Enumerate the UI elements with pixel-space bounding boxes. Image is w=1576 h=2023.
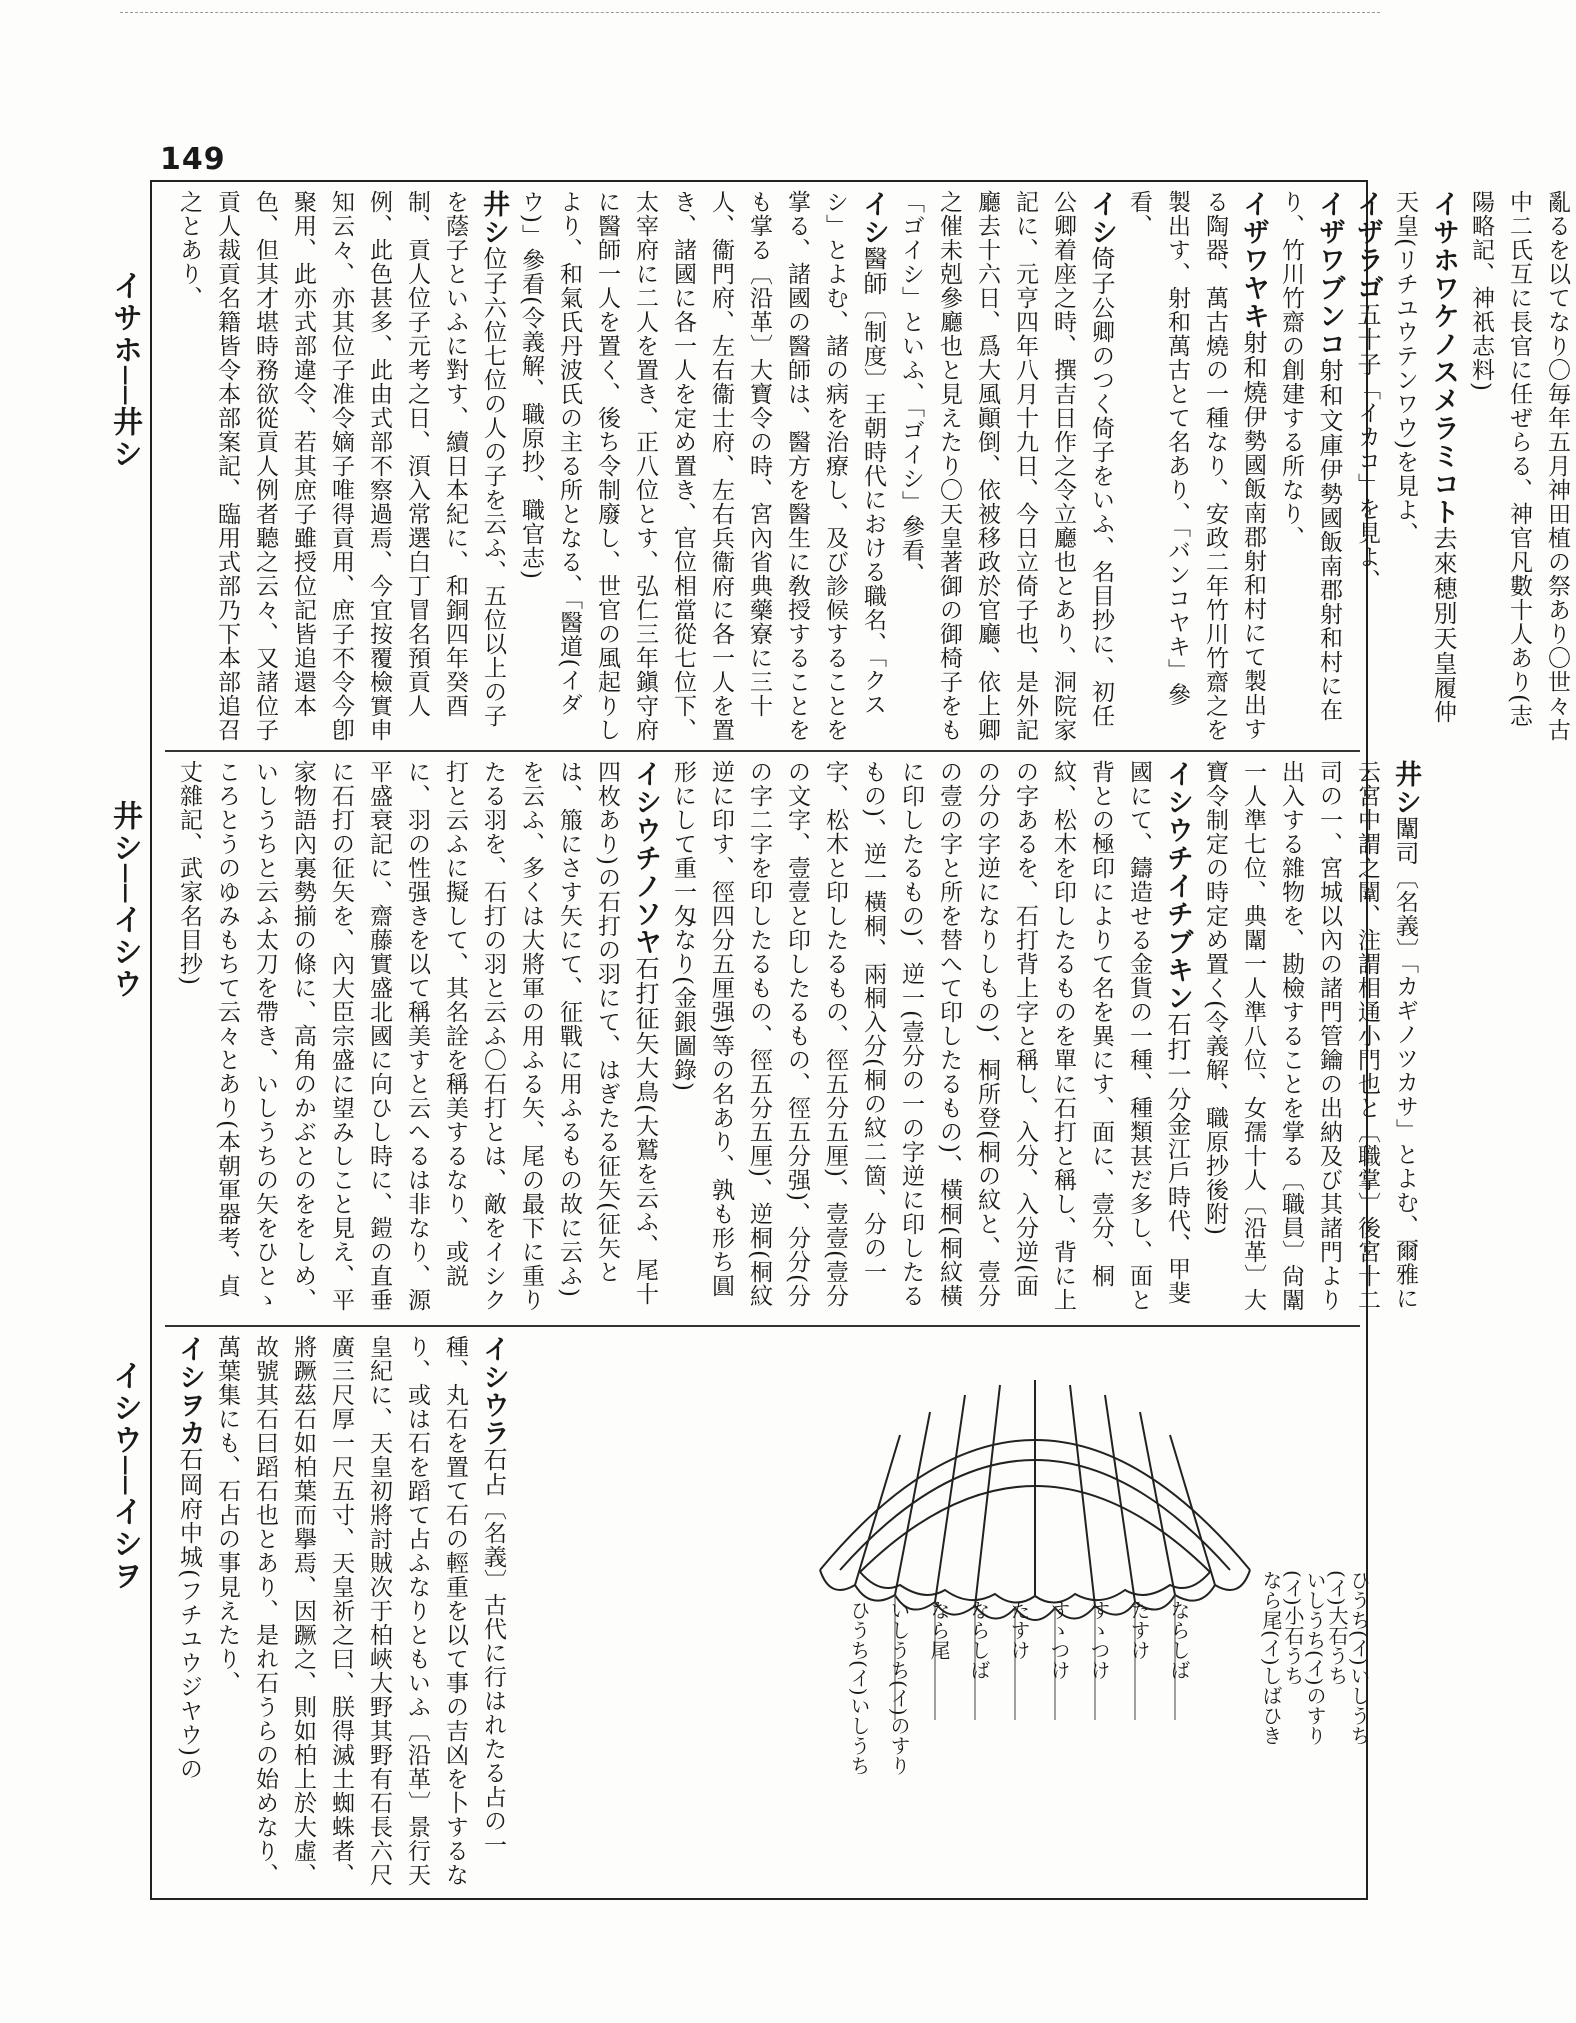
section-middle-text <box>170 760 1424 1320</box>
running-head-middle: 井シ──イシウ <box>107 800 142 1001</box>
entry-wishi-gate: 井シ闈司〔名義〕「カギノツカサ」とよむ、爾雅に云宮中謂之闈、注謂相通小門也と〔職掌〕後宮十二司の一、宮城以內の諸門管鑰の出納及び其諸門より出入する雜物を、勘檢することを掌る〔職員〕尙闈一人準七位、典闈一人準八位、女孺十人〔沿革〕大寶令制定の時定め置く(令義解、職原抄後附) <box>1202 760 1421 1312</box>
entry-ishi-chair: イシ倚子公卿のつく倚子をいふ、名目抄に、初任公卿着座之時、撰吉日作之令立廳也とあり、洞院家記に、元亨四年八月十九日、今日立倚子也、是外記廳去十六日、爲大風顚倒、依被移政於官廳、依上卿之催未剋參廳也と見えたり〇天皇著御の御椅子をも「ゴイシ」といふ、「ゴイシ」參看、 <box>898 190 1117 742</box>
entry-izahowake: イサホワケノスメラミコト去來穂別天皇履仲天皇(リチユウテンワウ)を見よ、 <box>1392 190 1459 724</box>
section-top <box>170 190 1570 745</box>
section-bottom <box>170 1335 790 1890</box>
running-head-top: イサホ──井シ <box>107 270 142 471</box>
entry-izarago: イザラゴ五十子「イカコ」を見よ、 <box>1352 190 1383 593</box>
entry-izawayaki: イザワヤキ射和燒伊勢國飯南郡射和村にて製出する陶器、萬古燒の一種なり、安政二年竹川竹齋之を製出す、射和萬古とて名あり、「バンコヤキ」參看、 <box>1126 190 1269 742</box>
feather-label-8: すゝつけ <box>1087 1600 1111 1680</box>
page-number: 149 <box>160 142 226 177</box>
feather-label-9: すゝつけ <box>1047 1600 1071 1680</box>
entry-ishiuchi-ichibukin: イシウチイチブキン石打一分金江戶時代、甲斐國にて、鑄造せる金貨の一種、種類甚だ多し、面と背との極印によりて名を異にす、面に、壹分、桐紋、松木を印したるものを單に石打と稱し、背に上の字あるを、石打背上字と稱し、入分、入分逆(面の分の字逆になりしもの)、桐所登(桐の紋と、壹分の壹の字と所を替へて印したるもの)、橫桐(桐紋橫に印したるもの)、逆一(壹分の一の字逆に印したるもの)、逆一橫桐、兩桐入分(桐の紋二箇、分の一字、松木と印したるもの、徑五分五厘)、壹壹(壹分の文字、壹壹と印したるもの、徑五分强)、分分(分の字二字を印したるもの、徑五分五厘)、逆桐(桐紋逆に印す、徑四分五厘强)等の名あり、孰も形ち圓形にして重一匁なり(金銀圖錄) <box>670 760 1193 1312</box>
running-head-bottom: イシウ──イシヲ <box>107 1360 142 1593</box>
feather-label-2: (イ)大石うち <box>1325 1570 1349 1686</box>
continuation-text: 亂るを以てなり〇毎年五月神田植の祭あり〇世々古中二氏互に長官に任ぜらる、神官凡數十人あり(志陽略記、神祇志料) <box>1468 190 1570 742</box>
entry-ishiuchi-soya: イシウチノソヤ石打征矢大鳥(大鷲を云ふ、尾十四枚あり)の石打の羽にて、はぎたる征矢(征矢とは、箙にさす矢にて、征戰に用ふるもの故に云ふ)を云ふ、多くは大將軍の用ふる矢、尾の最下に重りたる羽を、石打の羽と云ふ〇石打とは、敵をイシク打と云ふに擬して、其名詮を稱美するなり、或説に、羽の性强きを以て稱美すと云へるは非なり、源平盛衰記に、齋藤實盛北國に向ひし時に、鎧の直垂に石打の征矢を、內大臣宗盛に望みしこと見え、平家物語內裏勢揃の條に、高角のかぶとのををしめ、いしうちと云ふ太刀を帶き、いしうちの矢をひとゝころとうのゆみもちて云々とあり(本朝軍器考、貞丈雜記、武家名目抄) <box>176 760 661 1312</box>
feather-label-11: ならしば <box>967 1600 991 1680</box>
feather-label-4: (イ)小石うち <box>1281 1570 1305 1686</box>
feather-label-12: なら尾 <box>927 1600 951 1660</box>
feather-label-3: いしうち(イ)のすり <box>1303 1570 1327 1746</box>
section-divider-1 <box>165 750 1360 752</box>
feather-label-10: たすけ <box>1007 1600 1031 1660</box>
feather-label-1: ひうち(イ)いしうち <box>1347 1570 1371 1746</box>
feather-label-5: なら尾(イ)しばひき <box>1259 1570 1283 1746</box>
entry-ishi-physician: イシ醫師〔制度〕王朝時代における職名、「クスシ」とよむ、諸の病を治療し、及び診候することを掌る、諸國の醫師は、醫方を醫生に敎授することをも掌る〔沿革〕大寶令の時、宮內省典藥寮に三十人、衞門府、左右衞士府、左右兵衞府に各一人を置き、諸國に各一人を定め置き、官位相當從七位下、太宰府に二人を置き、正八位とす、弘仁三年鎭守府に醫師一人を置く、後ち令制廢し、世官の風起りしより、和氣氏丹波氏の主る所となる、「醫道(イダウ)」參看(令義解、職原抄、職官志) <box>518 190 889 742</box>
feather-label-6: ならしば <box>1167 1600 1191 1680</box>
section-divider-2 <box>165 1325 1360 1327</box>
section-top-text <box>170 190 1576 745</box>
entry-ishiura: イシウラ石占〔名義〕古代に行はれたる占の一種、丸石を置て石の輕重を以て事の吉凶を卜するなり、或は石を蹈て占ふなりともいふ〔沿革〕景行天皇紀に、天皇初將討賊次于柏峽大野其野有石長六尺廣三尺厚一尺五寸、天皇祈之曰、朕得滅土蜘蛛者、將蹶茲石如柏葉而擧焉、因蹶之、則如柏上於大虛、故號其石曰蹈石也とあり、是れ石うらの始めなり、萬葉集にも、石占の事見えたり、 <box>214 1335 509 1887</box>
top-rule <box>120 12 1380 13</box>
section-bottom-text <box>170 1335 512 1890</box>
feather-label-14: ひうち(イ)いしうち <box>847 1600 871 1776</box>
section-middle <box>170 760 1421 1320</box>
entry-izawabunko: イザワブンコ射和文庫伊勢國飯南郡射和村に在り、竹川竹齋の創建する所なり、 <box>1278 190 1345 722</box>
feather-label-7: たすけ <box>1127 1600 1151 1660</box>
feather-label-13: いしうち(イ)のすり <box>887 1600 911 1776</box>
entry-wishi-rank: 井シ位子六位七位の人の子を云ふ、五位以上の子を蔭子といふに對す、續日本紀に、和銅四年癸酉制、貢人位子元考之日、湏入常選白丁冒名預貢人例、此色甚多、此由式部不察過焉、今宜按覆檢實申知云々、亦其位子准令嫡子唯得貢用、庶子不令今卽聚用、此亦式部違令、若其庶子雖授位記皆追還本色、但其才堪時務欲從貢人例者聽之云々、又諸位子貢人裁貢名籍皆令本部案記、臨用式部乃下本部追召之とあり、 <box>176 190 509 742</box>
entry-ishiwoka: イシヲカ石岡府中城(フチユウジヤウ)の <box>174 1335 205 1781</box>
feather-fan <box>820 1380 1250 1620</box>
